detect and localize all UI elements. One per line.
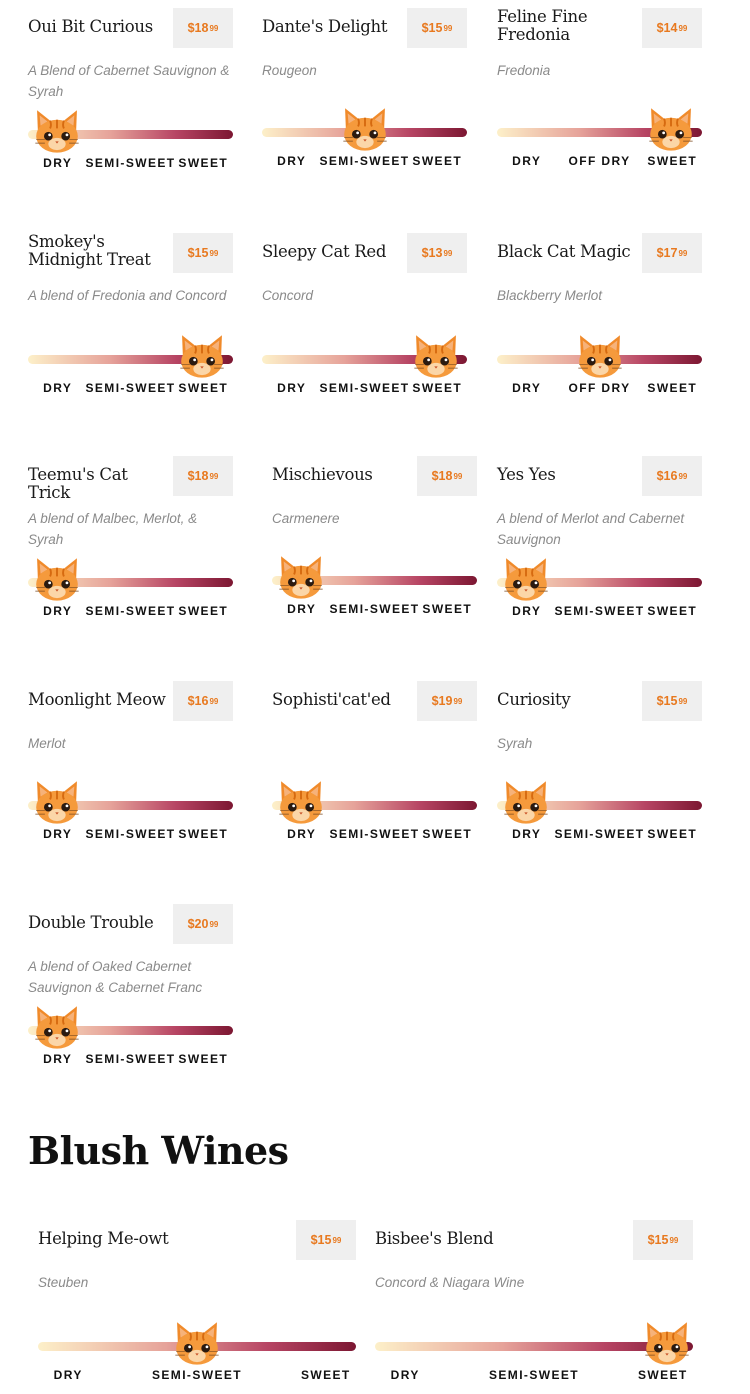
- sweetness-label: SWEET: [422, 827, 473, 841]
- wine-name[interactable]: Bisbee's Blend: [375, 1229, 494, 1248]
- wine-grape: Concord & Niagara Wine: [375, 1275, 525, 1290]
- price-dollars: $20: [187, 917, 209, 931]
- sweetness-labels: [28, 1052, 233, 1068]
- sweetness-labels: [497, 827, 702, 843]
- price-dollars: $13: [421, 246, 443, 260]
- sweetness-scale: [497, 777, 702, 841]
- sweetness-label: SWEET: [422, 602, 473, 616]
- price-badge: [173, 233, 233, 273]
- price-cents: 99: [443, 248, 453, 258]
- price-dollars: $14: [656, 21, 678, 35]
- sweetness-scale: [28, 554, 233, 618]
- sweetness-scale: [28, 106, 233, 170]
- sweetness-label: SEMI-SWEET: [329, 602, 420, 616]
- cat-face-icon: [645, 104, 697, 154]
- sweetness-label: SEMI-SWEET: [319, 381, 410, 395]
- wine-name[interactable]: Teemu's Cat Trick: [28, 465, 128, 502]
- sweetness-label: SEMI-SWEET: [85, 827, 176, 841]
- sweetness-scale: [38, 1318, 356, 1382]
- sweetness-scale: [375, 1318, 693, 1382]
- price-badge: [642, 8, 702, 48]
- sweetness-labels: [497, 381, 702, 397]
- sweetness-label: SEMI-SWEET: [85, 1052, 176, 1066]
- section-title-blush-wines: Blush Wines: [28, 1128, 289, 1173]
- sweetness-label: DRY: [512, 604, 542, 618]
- price-dollars: $15: [421, 21, 443, 35]
- price-cents: 99: [678, 248, 688, 258]
- sweetness-scale: [28, 1002, 233, 1066]
- sweetness-labels: [38, 1368, 356, 1384]
- cat-face-icon: [500, 554, 552, 604]
- wine-name[interactable]: Oui Bit Curious: [28, 17, 153, 36]
- sweetness-scale: [272, 552, 477, 616]
- sweetness-label: OFF DRY: [568, 154, 631, 168]
- sweetness-label: DRY: [43, 827, 73, 841]
- wine-name[interactable]: Helping Me-owt: [38, 1229, 169, 1248]
- sweetness-label: SEMI-SWEET: [319, 154, 410, 168]
- price-cents: 99: [209, 919, 219, 929]
- wine-grape: Carmenere: [272, 511, 340, 526]
- sweetness-label: SEMI-SWEET: [85, 156, 176, 170]
- sweetness-label: SWEET: [178, 381, 229, 395]
- wine-name[interactable]: Black Cat Magic: [497, 242, 631, 261]
- price-badge: [173, 456, 233, 496]
- price-dollars: $16: [656, 469, 678, 483]
- sweetness-label: DRY: [53, 1368, 83, 1382]
- sweetness-scale: [262, 331, 467, 395]
- wine-grape: A blend of Merlot and Cabernet Sauvignon: [497, 511, 685, 547]
- wine-name[interactable]: Smokey's Midnight Treat: [28, 232, 151, 269]
- sweetness-scale: [28, 331, 233, 395]
- price-cents: 99: [209, 23, 219, 33]
- wine-grape: A blend of Oaked Cabernet Sauvignon & Cabernet Franc: [28, 959, 203, 995]
- sweetness-label: SWEET: [178, 604, 229, 618]
- price-dollars: $19: [431, 694, 453, 708]
- price-badge: [633, 1220, 693, 1260]
- price-dollars: $15: [656, 694, 678, 708]
- sweetness-labels: [28, 381, 233, 397]
- wine-name[interactable]: Mischievous: [272, 465, 373, 484]
- sweetness-label: SWEET: [647, 827, 698, 841]
- price-badge: [407, 8, 467, 48]
- sweetness-label: SWEET: [178, 1052, 229, 1066]
- price-cents: 99: [678, 471, 688, 481]
- wine-grape: Concord: [262, 288, 314, 303]
- wine-name[interactable]: Curiosity: [497, 690, 571, 709]
- sweetness-scale: [497, 104, 702, 168]
- sweetness-scale: [497, 554, 702, 618]
- wine-grape: Rougeon: [262, 63, 317, 78]
- wine-name[interactable]: Feline Fine Fredonia: [497, 7, 588, 44]
- price-badge: [642, 456, 702, 496]
- sweetness-label: SWEET: [412, 381, 463, 395]
- price-cents: 99: [669, 1235, 679, 1245]
- price-badge: [173, 8, 233, 48]
- sweetness-label: DRY: [43, 156, 73, 170]
- sweetness-labels: [375, 1368, 693, 1384]
- sweetness-label: SWEET: [178, 827, 229, 841]
- sweetness-label: DRY: [43, 604, 73, 618]
- sweetness-labels: [497, 604, 702, 620]
- cat-face-icon: [339, 104, 391, 154]
- sweetness-label: SEMI-SWEET: [554, 827, 645, 841]
- sweetness-label: DRY: [277, 154, 307, 168]
- sweetness-scale: [262, 104, 467, 168]
- wine-grape: A blend of Fredonia and Concord: [28, 288, 227, 303]
- sweetness-labels: [28, 156, 233, 172]
- sweetness-label: SEMI-SWEET: [85, 381, 176, 395]
- price-cents: 99: [453, 471, 463, 481]
- cat-face-icon: [31, 554, 83, 604]
- sweetness-label: SEMI-SWEET: [554, 604, 645, 618]
- price-cents: 99: [453, 696, 463, 706]
- price-dollars: $18: [187, 21, 209, 35]
- sweetness-label: OFF DRY: [568, 381, 631, 395]
- sweetness-label: SEMI-SWEET: [329, 827, 420, 841]
- cat-face-icon: [31, 777, 83, 827]
- cat-face-icon: [176, 331, 228, 381]
- wine-grape: A blend of Malbec, Merlot, & Syrah: [28, 511, 198, 547]
- cat-face-icon: [31, 1002, 83, 1052]
- sweetness-label: SEMI-SWEET: [85, 604, 176, 618]
- wine-name[interactable]: Sleepy Cat Red: [262, 242, 387, 261]
- price-badge: [417, 456, 477, 496]
- cat-face-icon: [171, 1318, 223, 1368]
- sweetness-label: SWEET: [637, 1368, 688, 1382]
- sweetness-labels: [262, 154, 467, 170]
- sweetness-labels: [497, 154, 702, 170]
- wine-grape: Syrah: [497, 736, 533, 751]
- sweetness-label: SWEET: [647, 604, 698, 618]
- price-dollars: $15: [187, 246, 209, 260]
- wine-name[interactable]: Double Trouble: [28, 913, 154, 932]
- price-badge: [407, 233, 467, 273]
- sweetness-label: DRY: [277, 381, 307, 395]
- price-dollars: $18: [187, 469, 209, 483]
- sweetness-scale: [497, 331, 702, 395]
- price-cents: 99: [209, 696, 219, 706]
- price-dollars: $18: [431, 469, 453, 483]
- cat-face-icon: [641, 1318, 693, 1368]
- sweetness-labels: [28, 604, 233, 620]
- price-dollars: $16: [187, 694, 209, 708]
- cat-face-icon: [500, 777, 552, 827]
- sweetness-label: SEMI-SWEET: [488, 1368, 580, 1382]
- price-cents: 99: [443, 23, 453, 33]
- price-badge: [296, 1220, 356, 1260]
- sweetness-labels: [28, 827, 233, 843]
- wine-grape: Fredonia: [497, 63, 551, 78]
- price-cents: 99: [332, 1235, 342, 1245]
- cat-face-icon: [31, 106, 83, 156]
- sweetness-label: DRY: [287, 827, 317, 841]
- sweetness-labels: [272, 602, 477, 618]
- cat-face-icon: [574, 331, 626, 381]
- wine-grape: Blackberry Merlot: [497, 288, 603, 303]
- price-badge: [642, 681, 702, 721]
- sweetness-label: SWEET: [178, 156, 229, 170]
- wine-name[interactable]: Dante's Delight: [262, 17, 388, 36]
- price-cents: 99: [209, 471, 219, 481]
- sweetness-label: DRY: [43, 381, 73, 395]
- sweetness-label: SWEET: [300, 1368, 351, 1382]
- sweetness-labels: [262, 381, 467, 397]
- wine-grape: Merlot: [28, 736, 66, 751]
- sweetness-label: DRY: [512, 381, 542, 395]
- sweetness-label: SWEET: [412, 154, 463, 168]
- price-dollars: $17: [656, 246, 678, 260]
- sweetness-scale: [28, 777, 233, 841]
- sweetness-label: DRY: [287, 602, 317, 616]
- cat-face-icon: [275, 777, 327, 827]
- price-dollars: $15: [647, 1233, 669, 1247]
- price-dollars: $15: [310, 1233, 332, 1247]
- price-badge: [417, 681, 477, 721]
- wine-grape: A Blend of Cabernet Sauvignon & Syrah: [28, 63, 230, 99]
- price-cents: 99: [678, 23, 688, 33]
- price-badge: [173, 681, 233, 721]
- cat-face-icon: [410, 331, 462, 381]
- sweetness-label: SWEET: [647, 381, 698, 395]
- wine-name[interactable]: Moonlight Meow: [28, 690, 166, 709]
- price-cents: 99: [209, 248, 219, 258]
- sweetness-label: DRY: [43, 1052, 73, 1066]
- sweetness-label: DRY: [512, 154, 542, 168]
- wine-name[interactable]: Sophisti'cat'ed: [272, 690, 391, 709]
- sweetness-label: DRY: [512, 827, 542, 841]
- sweetness-labels: [272, 827, 477, 843]
- wine-grape: Steuben: [38, 1275, 89, 1290]
- sweetness-label: DRY: [390, 1368, 420, 1382]
- price-badge: [173, 904, 233, 944]
- cat-face-icon: [275, 552, 327, 602]
- price-cents: 99: [678, 696, 688, 706]
- sweetness-scale: [272, 777, 477, 841]
- price-badge: [642, 233, 702, 273]
- sweetness-label: SEMI-SWEET: [151, 1368, 243, 1382]
- sweetness-label: SWEET: [647, 154, 698, 168]
- wine-name[interactable]: Yes Yes: [497, 465, 556, 484]
